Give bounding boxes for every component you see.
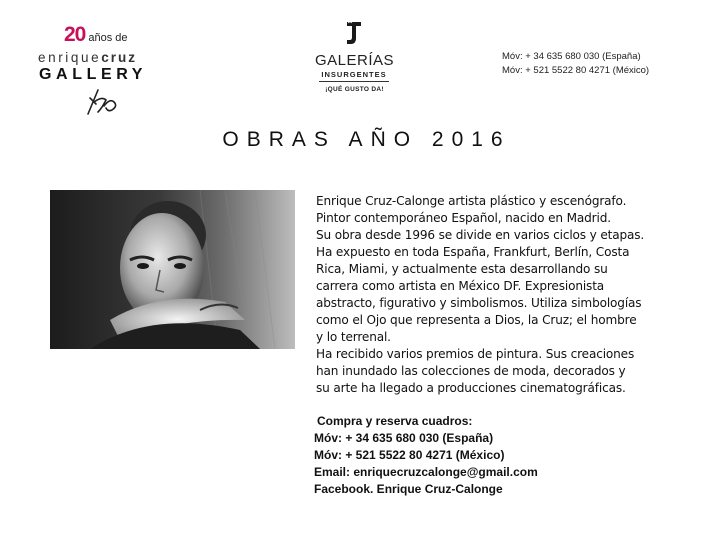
galerias-slogan: ¡QUÉ GUSTO DA! xyxy=(325,86,384,93)
header-phone-numbers xyxy=(502,50,649,77)
bio-line: Ha recibido varios premios de pintura. Sus creaciones xyxy=(316,347,635,361)
bio-line: abstracto, figurativo y simbolismos. Utiliza simbologías xyxy=(316,296,642,310)
logo-artist-name xyxy=(38,50,137,65)
portrait-image xyxy=(50,190,295,349)
galerias-name: GALERÍAS xyxy=(314,52,395,69)
bio-line: Ha expuesto en toda España, Frankfurt, Berlín, Costa xyxy=(316,245,630,259)
contact-heading: Compra y reserva cuadros: xyxy=(317,414,473,428)
galerias-emblem-icon xyxy=(344,20,364,46)
logo-gallery-word: GALLERY xyxy=(39,66,148,83)
logo-anniversary-number: 20 xyxy=(64,23,86,46)
bio-line: Rica, Miami, y actualmente esta desarrollando su xyxy=(316,262,608,276)
logo-anniversary-text: años de xyxy=(88,32,128,44)
bio-line: su arte ha llegado a producciones cinematográficas. xyxy=(316,381,626,395)
galerias-insurgentes-logo xyxy=(312,20,397,100)
artist-portrait-photo xyxy=(50,190,295,349)
page-title: OBRAS AÑO 2016 xyxy=(222,128,511,151)
bio-line: Su obra desde 1996 se divide en varios ciclos y etapas. xyxy=(316,228,645,242)
galerias-subtitle: INSURGENTES xyxy=(319,70,389,82)
enrique-cruz-gallery-logo xyxy=(38,20,168,125)
logo-name-first: enrique xyxy=(38,50,102,65)
artist-biography xyxy=(316,193,708,397)
contact-email[interactable]: Email: enriquecruzcalonge@gmail.com xyxy=(314,465,538,479)
bio-line: Enrique Cruz-Calonge artista plástico y escenógrafo. xyxy=(316,194,627,208)
bio-line: carrera como artista en México DF. Expresionista xyxy=(316,279,605,293)
logo-name-last: cruz xyxy=(101,50,138,65)
signature-icon xyxy=(84,84,124,120)
contact-block xyxy=(314,413,538,498)
bio-line: y lo terrenal. xyxy=(316,330,391,344)
bio-line: como el Ojo que representa a Dios, la Cruz; el hombre xyxy=(316,313,637,327)
logo-anniversary xyxy=(64,23,128,47)
contact-facebook[interactable]: Facebook. Enrique Cruz-Calonge xyxy=(314,482,503,496)
bio-line: han inundado las colecciones de moda, decorados y xyxy=(316,364,626,378)
contact-phone-spain: Móv: + 34 635 680 030 (España) xyxy=(314,431,494,445)
header-phone-mexico: Móv: + 521 5522 80 4271 (México) xyxy=(502,64,650,76)
contact-phone-mexico: Móv: + 521 5522 80 4271 (México) xyxy=(314,448,505,462)
header-phone-spain: Móv: + 34 635 680 030 (España) xyxy=(502,51,641,62)
bio-line: Pintor contemporáneo Español, nacido en Madrid. xyxy=(316,211,611,225)
